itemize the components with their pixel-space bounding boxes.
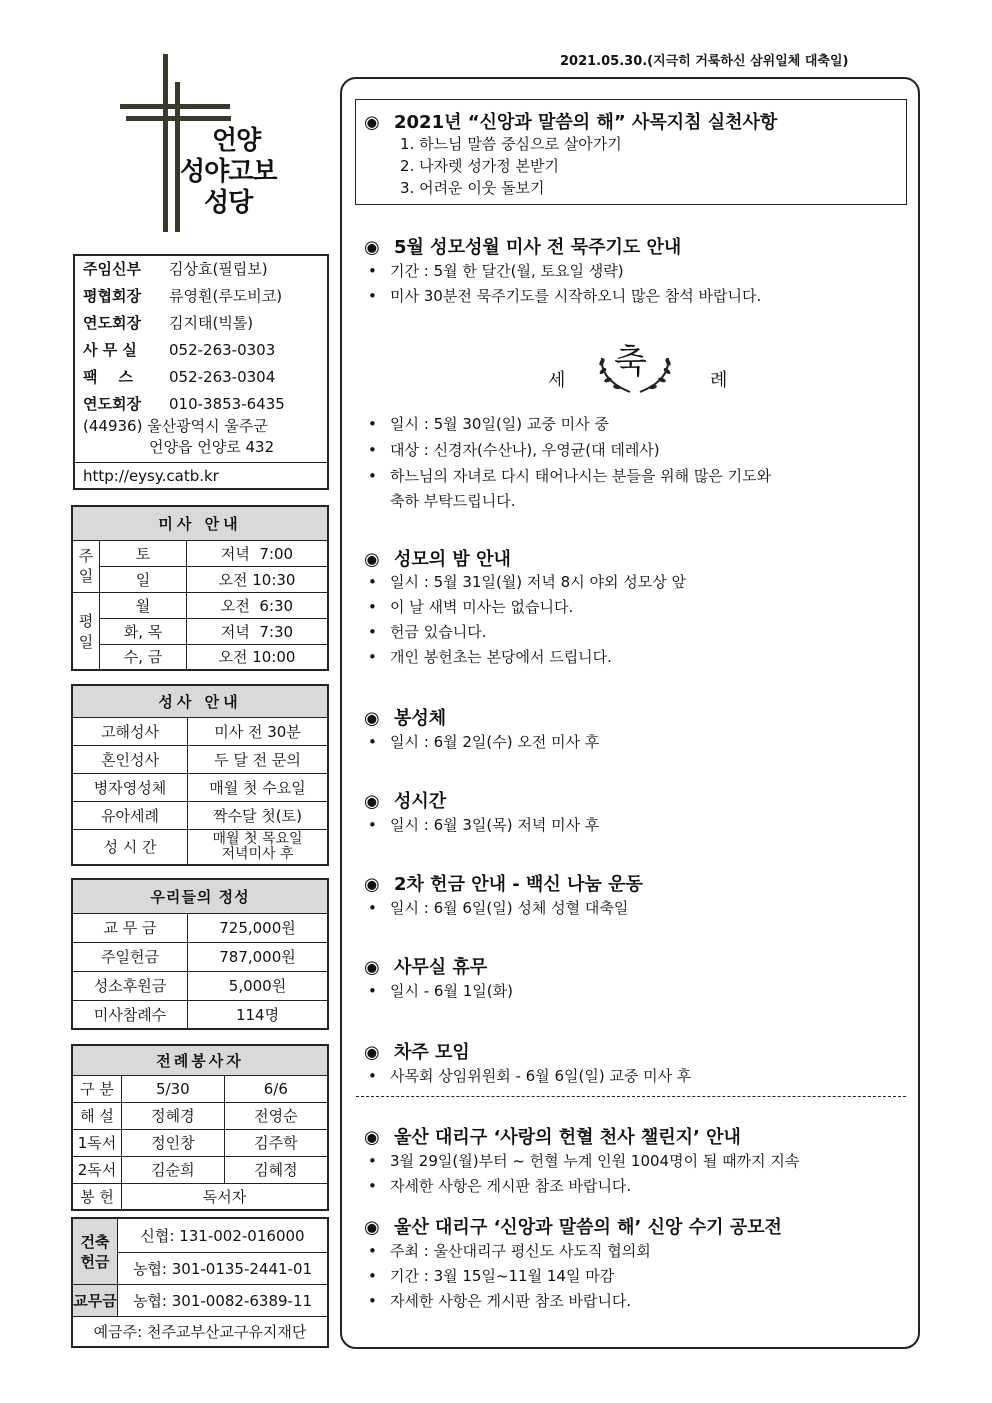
servers-label: 봉 헌 <box>72 1183 122 1210</box>
info-row <box>83 337 275 363</box>
essay-contest-item: • 자세한 사항은 게시판 참조 바랍니다. <box>368 1292 632 1310</box>
servers-label: 1독서 <box>72 1129 122 1156</box>
bullet-icon: ◉ <box>364 708 380 729</box>
info-value: 052-263-0304 <box>169 368 276 386</box>
servers-label: 2독서 <box>72 1156 122 1183</box>
building-fund-label: 건축 헌금 <box>72 1218 118 1285</box>
sacrament-info: 매월 첫 수요일 <box>188 773 329 801</box>
info-value: 류영훤(루도비코) <box>169 287 283 305</box>
info-value: 052-263-0303 <box>169 341 276 359</box>
sacrament-name: 성 시 간 <box>72 829 188 865</box>
info-row <box>83 283 282 309</box>
bullet-icon: ◉ <box>364 874 380 895</box>
office-closed-item: • 일시 - 6월 1일(화) <box>368 982 513 1000</box>
offering-title: 우리들의 정성 <box>72 879 328 913</box>
offering-table <box>71 878 329 1030</box>
mass-time: 오전 6:30 <box>187 592 329 618</box>
info-label: 평협회장 <box>83 287 141 305</box>
blood-drive-item: • 3월 29일(월)부터 ~ 헌혈 누계 인원 1004명이 될 때까지 지속 <box>368 1152 800 1170</box>
servers-label: 구 분 <box>72 1075 122 1102</box>
server-name: 정혜경 <box>122 1102 225 1129</box>
mass-time: 저녁 7:00 <box>187 540 329 566</box>
sacrament-name: 고해성사 <box>72 717 188 745</box>
mass-day: 수, 금 <box>100 644 187 670</box>
sacrament-info: 두 달 전 문의 <box>188 745 329 773</box>
pastoral-title: ◉ 2021년 “신앙과 말씀의 해” 사목지침 실천사항 <box>364 112 778 133</box>
bulletin-date: 2021.05.30.(지극히 거룩하신 삼위일체 대축일) <box>560 54 849 69</box>
server-name: 정인창 <box>122 1129 225 1156</box>
sacrament-name: 혼인성사 <box>72 745 188 773</box>
sacrament-title: 성사 안내 <box>72 685 328 717</box>
second-collection-title: ◉ 2차 헌금 안내 - 백신 나눔 운동 <box>364 874 643 895</box>
info-row <box>83 256 268 282</box>
sacrament-info: 미사 전 30분 <box>188 717 329 745</box>
address-line-2: 언양읍 언양로 432 <box>149 438 275 456</box>
liturgy-servers-table <box>71 1044 329 1211</box>
baptism-item: • 일시 : 5월 30일(일) 교중 미사 중 <box>368 415 609 433</box>
logo-line-3: 성당 <box>204 188 253 218</box>
bullet-icon: ◉ <box>364 549 380 570</box>
sunday-label: 주일 <box>72 540 100 592</box>
baptism-celebration-header <box>540 340 740 400</box>
servers-title: 전례봉사자 <box>72 1045 328 1075</box>
website-link[interactable]: http://eysy.catb.kr <box>83 467 219 485</box>
server-name: 전영순 <box>224 1102 328 1129</box>
address-line-1: (44936) 울산광역시 울주군 <box>83 417 268 435</box>
offering-label: 교 무 금 <box>72 913 188 942</box>
baptism-item: • 대상 : 신경자(수산나), 우영균(대 데레사) <box>368 441 660 459</box>
mary-night-item: • 이 날 새벽 미사는 없습니다. <box>368 598 574 616</box>
donation-accounts-table <box>71 1217 329 1348</box>
info-label: 주임신부 <box>83 260 141 278</box>
essay-contest-title: ◉ 울산 대리구 ‘신앙과 말씀의 해’ 신앙 수기 공모전 <box>364 1217 782 1238</box>
office-closed-title: ◉ 사무실 휴무 <box>364 957 488 978</box>
info-label: 연도회장 <box>83 314 141 332</box>
servers-date: 6/6 <box>224 1075 328 1102</box>
mass-day: 화, 목 <box>100 618 187 644</box>
bank-account: 농협: 301-0082-6389-11 <box>118 1285 329 1317</box>
mass-schedule-table <box>71 505 329 671</box>
info-value: 김상효(필립보) <box>169 260 268 278</box>
sacrament-info: 매월 첫 목요일 저녁미사 후 <box>188 829 329 865</box>
mary-night-item: • 개인 봉헌초는 본당에서 드립니다. <box>368 648 612 666</box>
info-label: 연도회장 <box>83 395 141 413</box>
holy-hour-title: ◉ 성시간 <box>364 791 447 812</box>
info-value: 010-3853-6435 <box>169 395 285 413</box>
tithe-label: 교무금 <box>72 1285 118 1317</box>
baptism-item-continued: 축하 부탁드립니다. <box>390 492 516 510</box>
mass-day: 토 <box>100 540 187 566</box>
info-label: 사 무 실 <box>83 341 137 359</box>
bullet-icon: ◉ <box>364 112 380 133</box>
bullet-icon: ◉ <box>364 957 380 978</box>
server-name: 김주학 <box>224 1129 328 1156</box>
pastoral-item: 3. 어려운 이웃 돌보기 <box>400 179 545 197</box>
eucharist-title: ◉ 봉성체 <box>364 708 447 729</box>
offering-label: 성소후원금 <box>72 971 188 1000</box>
servers-label: 해 설 <box>72 1102 122 1129</box>
offering-value: 787,000원 <box>188 942 329 971</box>
bullet-icon: ◉ <box>364 1127 380 1148</box>
info-label: 팩 스 <box>83 368 133 386</box>
essay-contest-item: • 주최 : 울산대리구 평신도 사도직 협의회 <box>368 1242 651 1260</box>
next-meeting-title: ◉ 차주 모임 <box>364 1042 470 1063</box>
baptism-item: • 하느님의 자녀로 다시 태어나시는 분들을 위해 많은 기도와 <box>368 467 772 485</box>
info-row <box>83 364 275 390</box>
parish-info-box <box>73 254 329 490</box>
servers-date: 5/30 <box>122 1075 225 1102</box>
rosary-title: ◉ 5월 성모성월 미사 전 묵주기도 안내 <box>364 237 682 258</box>
bullet-icon: ◉ <box>364 1217 380 1238</box>
blood-drive-item: • 자세한 사항은 게시판 참조 바랍니다. <box>368 1177 632 1195</box>
offering-value: 5,000원 <box>188 971 329 1000</box>
eucharist-item: • 일시 : 6월 2일(수) 오전 미사 후 <box>368 733 600 751</box>
info-row <box>83 391 285 417</box>
holy-hour-item: • 일시 : 6월 3일(목) 저녁 미사 후 <box>368 816 600 834</box>
server-name: 김순희 <box>122 1156 225 1183</box>
mass-title: 미사 안내 <box>72 506 328 540</box>
bullet-icon: ◉ <box>364 237 380 258</box>
mary-night-title: ◉ 성모의 밤 안내 <box>364 549 511 570</box>
dashed-divider <box>356 1096 906 1097</box>
mass-time: 오전 10:30 <box>187 566 329 592</box>
baptism-right-char: 례 <box>710 370 728 391</box>
pastoral-item: 2. 나자렛 성가정 본받기 <box>400 157 560 175</box>
next-meeting-item: • 사목회 상임위원회 - 6월 6일(일) 교중 미사 후 <box>368 1067 692 1085</box>
mass-time: 오전 10:00 <box>187 644 329 670</box>
bank-account: 농협: 301-0135-2441-01 <box>118 1252 329 1284</box>
parish-logo <box>120 54 290 234</box>
offering-label: 주일헌금 <box>72 942 188 971</box>
baptism-left-char: 세 <box>548 370 566 391</box>
server-name: 독서자 <box>122 1183 329 1210</box>
essay-contest-item: • 기간 : 3월 15일~11월 14일 마감 <box>368 1267 615 1285</box>
sacrament-info: 짝수달 첫(토) <box>188 801 329 829</box>
mary-night-item: • 일시 : 5월 31일(월) 저녁 8시 야외 성모상 앞 <box>368 573 686 591</box>
sacrament-name: 유아세례 <box>72 801 188 829</box>
second-collection-item: • 일시 : 6월 6일(일) 성체 성혈 대축일 <box>368 899 629 917</box>
bullet-icon: ◉ <box>364 791 380 812</box>
server-name: 김혜정 <box>224 1156 328 1183</box>
mary-night-item: • 헌금 있습니다. <box>368 623 487 641</box>
bullet-icon: ◉ <box>364 1042 380 1063</box>
weekday-label: 평일 <box>72 592 100 670</box>
mass-day: 월 <box>100 592 187 618</box>
mass-day: 일 <box>100 566 187 592</box>
logo-line-2: 성야고보 <box>180 157 277 187</box>
rosary-item: • 기간 : 5월 한 달간(월, 토요일 생략) <box>368 262 624 280</box>
celebration-char: 축 <box>614 342 647 382</box>
offering-label: 미사참례수 <box>72 1000 188 1029</box>
account-holder: 예금주: 천주교부산교구유지재단 <box>72 1317 328 1347</box>
info-row <box>83 310 253 336</box>
info-value: 김지태(빅톨) <box>169 314 254 332</box>
mass-time: 저녁 7:30 <box>187 618 329 644</box>
offering-value: 114명 <box>188 1000 329 1029</box>
sacrament-table <box>71 684 329 866</box>
logo-line-1: 언양 <box>212 126 261 156</box>
bank-account: 신협: 131-002-016000 <box>118 1218 329 1252</box>
offering-value: 725,000원 <box>188 913 329 942</box>
pastoral-item: 1. 하느님 말씀 중심으로 살아가기 <box>400 135 622 153</box>
blood-drive-title: ◉ 울산 대리구 ‘사랑의 헌혈 천사 챌린지’ 안내 <box>364 1127 741 1148</box>
sacrament-name: 병자영성체 <box>72 773 188 801</box>
rosary-item: • 미사 30분전 묵주기도를 시작하오니 많은 참석 바랍니다. <box>368 287 762 305</box>
